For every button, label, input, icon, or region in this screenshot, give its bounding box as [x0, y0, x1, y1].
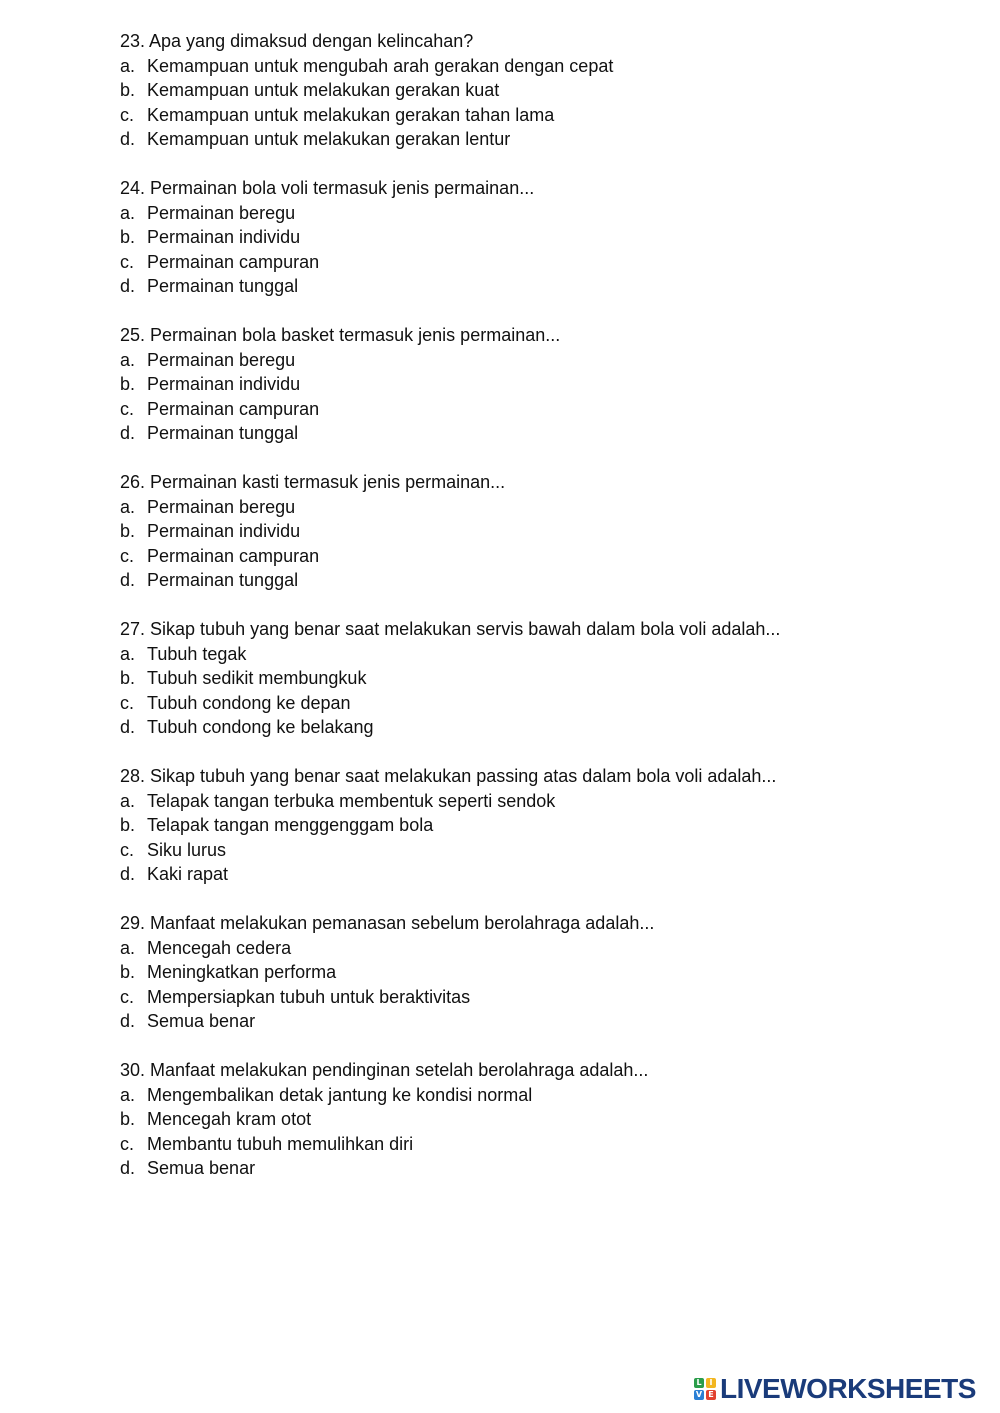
- option-text: Permainan campuran: [147, 545, 320, 566]
- option-text: Permainan individu: [147, 521, 301, 541]
- option-text: Permainan beregu: [147, 496, 296, 517]
- answer-option: [120, 1107, 940, 1132]
- option-letter: d.: [120, 276, 136, 296]
- logo-text: LIVEWORKSHEETS: [720, 1373, 976, 1404]
- option-text: Permainan tunggal: [147, 423, 299, 443]
- option-letter: b.: [120, 962, 136, 982]
- answer-option: [120, 691, 940, 716]
- option-letter: c.: [120, 986, 135, 1007]
- question-stem: 26. Permainan kasti termasuk jenis permainan...: [120, 472, 506, 492]
- option-letter: d.: [120, 864, 136, 884]
- answer-option: [120, 519, 940, 544]
- option-letter: d.: [120, 1158, 136, 1178]
- question-block: [120, 1058, 940, 1181]
- option-letter: a.: [120, 202, 136, 223]
- liveworksheets-logo: [694, 1374, 976, 1404]
- logo-mark-tile: E: [706, 1390, 716, 1400]
- option-letter: c.: [120, 398, 135, 419]
- option-text: Permainan beregu: [147, 349, 296, 370]
- option-letter: a.: [120, 790, 136, 811]
- option-text: Kemampuan untuk melakukan gerakan lentur: [147, 129, 511, 149]
- option-text: Permainan tunggal: [147, 570, 299, 590]
- option-text: Kaki rapat: [147, 864, 229, 884]
- option-letter: c.: [120, 545, 135, 566]
- option-text: Tubuh condong ke belakang: [147, 717, 374, 737]
- option-letter: a.: [120, 1084, 136, 1105]
- answer-option: [120, 250, 940, 275]
- option-letter: b.: [120, 80, 136, 100]
- option-letter: b.: [120, 521, 136, 541]
- question-stem: 28. Sikap tubuh yang benar saat melakukan passing atas dalam bola voli adalah...: [120, 766, 777, 786]
- option-text: Permainan individu: [147, 374, 301, 394]
- option-letter: b.: [120, 668, 136, 688]
- question-stem: 25. Permainan bola basket termasuk jenis permainan...: [120, 325, 561, 345]
- logo-mark-tile: L: [694, 1378, 704, 1388]
- option-text: Tubuh condong ke depan: [147, 692, 351, 713]
- answer-option: [120, 1083, 940, 1108]
- option-letter: a.: [120, 937, 136, 958]
- option-text: Telapak tangan terbuka membentuk seperti sendok: [147, 790, 556, 811]
- question-stem: 30. Manfaat melakukan pendinginan setelah berolahraga adalah...: [120, 1060, 649, 1080]
- question-stem: 24. Permainan bola voli termasuk jenis permainan...: [120, 178, 535, 198]
- option-text: Mencegah kram otot: [147, 1109, 312, 1129]
- answer-option: [120, 568, 940, 593]
- option-letter: d.: [120, 1011, 136, 1031]
- option-letter: b.: [120, 815, 136, 835]
- question-block: [120, 323, 940, 446]
- option-text: Mengembalikan detak jantung ke kondisi normal: [147, 1084, 533, 1105]
- answer-option: [120, 54, 940, 79]
- answer-option: [120, 397, 940, 422]
- answer-option: [120, 372, 940, 397]
- answer-option: [120, 838, 940, 863]
- option-text: Kemampuan untuk mengubah arah gerakan dengan cepat: [147, 55, 614, 76]
- option-text: Semua benar: [147, 1011, 256, 1031]
- option-text: Kemampuan untuk melakukan gerakan kuat: [147, 80, 500, 100]
- option-text: Membantu tubuh memulihkan diri: [147, 1133, 414, 1154]
- question-block: [120, 764, 940, 887]
- logo-mark-tile: V: [695, 1390, 703, 1399]
- option-letter: a.: [120, 55, 136, 76]
- option-text: Mempersiapkan tubuh untuk beraktivitas: [147, 986, 471, 1007]
- option-text: Permainan tunggal: [147, 276, 299, 296]
- option-letter: a.: [120, 643, 136, 664]
- option-text: Tubuh tegak: [147, 643, 247, 664]
- answer-option: [120, 642, 940, 667]
- option-text: Telapak tangan menggenggam bola: [147, 815, 434, 835]
- option-letter: c.: [120, 1133, 135, 1154]
- option-letter: c.: [120, 692, 135, 713]
- question-block: [120, 176, 940, 299]
- option-text: Mencegah cedera: [147, 937, 292, 958]
- option-letter: a.: [120, 349, 136, 370]
- option-text: Semua benar: [147, 1158, 256, 1178]
- answer-option: [120, 936, 940, 961]
- answer-option: [120, 666, 940, 691]
- option-letter: d.: [120, 423, 136, 443]
- logo-mark-tile: I: [706, 1378, 716, 1388]
- question-block: [120, 617, 940, 740]
- question-stem: 23. Apa yang dimaksud dengan kelincahan?: [120, 31, 474, 51]
- option-letter: d.: [120, 570, 136, 590]
- option-text: Permainan campuran: [147, 251, 320, 272]
- option-letter: a.: [120, 496, 136, 517]
- answer-option: [120, 348, 940, 373]
- answer-option: [120, 715, 940, 740]
- answer-option: [120, 127, 940, 152]
- option-letter: c.: [120, 251, 135, 272]
- option-letter: c.: [120, 104, 135, 125]
- option-letter: b.: [120, 1109, 136, 1129]
- answer-option: [120, 813, 940, 838]
- question-block: [120, 29, 940, 152]
- answer-option: [120, 862, 940, 887]
- question-block: [120, 470, 940, 593]
- option-letter: d.: [120, 129, 136, 149]
- option-text: Siku lurus: [147, 839, 227, 860]
- option-text: Meningkatkan performa: [147, 962, 337, 982]
- answer-option: [120, 421, 940, 446]
- option-letter: c.: [120, 839, 135, 860]
- option-text: Permainan campuran: [147, 398, 320, 419]
- logo-mark-icon: [694, 1378, 716, 1400]
- answer-option: [120, 985, 940, 1010]
- option-letter: b.: [120, 227, 136, 247]
- option-text: Permainan individu: [147, 227, 301, 247]
- answer-option: [120, 225, 940, 250]
- answer-option: [120, 495, 940, 520]
- answer-option: [120, 1132, 940, 1157]
- option-letter: b.: [120, 374, 136, 394]
- option-text: Permainan beregu: [147, 202, 296, 223]
- answer-option: [120, 103, 940, 128]
- answer-option: [120, 1156, 940, 1181]
- answer-option: [120, 960, 940, 985]
- answer-option: [120, 789, 940, 814]
- option-letter: d.: [120, 717, 136, 737]
- question-stem: 29. Manfaat melakukan pemanasan sebelum berolahraga adalah...: [120, 913, 655, 933]
- answer-option: [120, 1009, 940, 1034]
- answer-option: [120, 274, 940, 299]
- option-text: Tubuh sedikit membungkuk: [147, 668, 367, 688]
- question-block: [120, 911, 940, 1034]
- worksheet: [120, 29, 940, 1205]
- answer-option: [120, 78, 940, 103]
- answer-option: [120, 544, 940, 569]
- question-stem: 27. Sikap tubuh yang benar saat melakukan servis bawah dalam bola voli adalah...: [120, 619, 781, 639]
- answer-option: [120, 201, 940, 226]
- option-text: Kemampuan untuk melakukan gerakan tahan lama: [147, 104, 555, 125]
